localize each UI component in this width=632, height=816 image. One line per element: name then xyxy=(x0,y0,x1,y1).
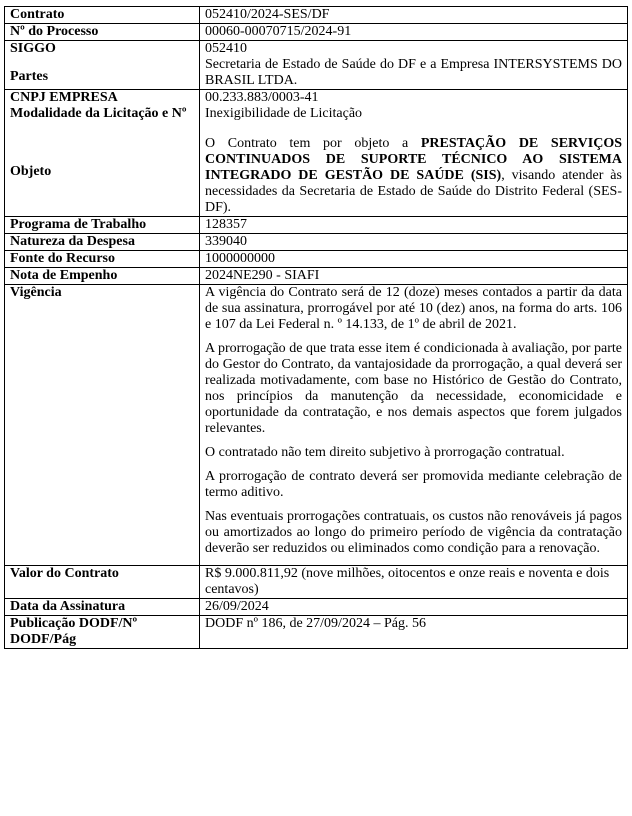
row-valor xyxy=(5,566,628,599)
value-publicacao: DODF nº 186, de 27/09/2024 – Pág. 56 xyxy=(200,616,628,649)
vigencia-paragraph: A vigência do Contrato será de 12 (doze) meses contados a partir da data de sua assinatura, prorrogável por até 10 (dez) anos, na forma do arts. 106 e 107 da Lei Federal n. º 14.133, de 1º de abril de 2021. xyxy=(205,285,622,332)
vigencia-paragraph: A prorrogação de que trata esse item é condicionada à avaliação, por parte do Gestor do Contrato, da vantajosidade da prorrogação, a qual deverá ser realizada motivadamente, com base no Histórico de Gestão do Contrato, nos princípios da manutenção da necessidade, economicidade e oportunidade da contratação, e nos demais aspectos que forem julgados relevantes. xyxy=(205,341,622,436)
label-contrato: Contrato xyxy=(5,7,200,24)
row-fonte xyxy=(5,251,628,268)
objeto-text-after: , visando atender às necessidades da Secretaria de Estado de Saúde do Distrito Federal (SES-DF). xyxy=(205,168,622,215)
value-partes: Secretaria de Estado de Saúde do DF e a Empresa INTERSYSTEMS DO BRASIL LTDA. xyxy=(205,57,622,88)
label-valor: Valor do Contrato xyxy=(5,566,200,599)
row-empenho xyxy=(5,268,628,285)
value-natureza: 339040 xyxy=(200,234,628,251)
vigencia-paragraph: A prorrogação de contrato deverá ser promovida mediante celebração de termo aditivo. xyxy=(205,469,622,500)
value-vigencia xyxy=(200,285,628,566)
label-partes: Partes xyxy=(10,69,49,84)
label-cnpj-modalidade-objeto xyxy=(5,90,200,217)
row-siggo-partes xyxy=(5,41,628,90)
row-processo xyxy=(5,24,628,41)
objeto-text-before: O Contrato tem por objeto a xyxy=(205,136,421,151)
value-modalidade: Inexigibilidade de Licitação xyxy=(205,106,363,121)
label-empenho: Nota de Empenho xyxy=(5,268,200,285)
objeto-text-bold: PRESTAÇÃO DE SERVIÇOS CONTINUADOS DE SUPORTE TÉCNICO AO SISTEMA INTEGRADO DE GESTÃO DE SAÚDE (SIS) xyxy=(205,136,622,183)
row-cnpj-modalidade-objeto xyxy=(5,90,628,217)
label-vigencia: Vigência xyxy=(5,285,200,566)
label-programa: Programa de Trabalho xyxy=(5,217,200,234)
value-assinatura: 26/09/2024 xyxy=(200,599,628,616)
row-vigencia xyxy=(5,285,628,566)
value-programa: 128357 xyxy=(200,217,628,234)
label-cnpj: CNPJ EMPRESA xyxy=(10,90,118,105)
value-objeto xyxy=(205,136,622,216)
value-valor: R$ 9.000.811,92 (nove milhões, oitocentos e onze reais e noventa e dois centavos) xyxy=(200,566,628,599)
row-natureza xyxy=(5,234,628,251)
value-contrato: 052410/2024-SES/DF xyxy=(200,7,628,24)
label-fonte: Fonte do Recurso xyxy=(5,251,200,268)
value-fonte: 1000000000 xyxy=(200,251,628,268)
label-objeto: Objeto xyxy=(10,164,52,179)
row-publicacao xyxy=(5,616,628,649)
label-assinatura: Data da Assinatura xyxy=(5,599,200,616)
label-processo: Nº do Processo xyxy=(5,24,200,41)
label-modalidade: Modalidade da Licitação e Nº xyxy=(10,106,187,121)
label-publicacao: Publicação DODF/Nº DODF/Pág xyxy=(5,616,200,649)
row-assinatura xyxy=(5,599,628,616)
row-contrato xyxy=(5,7,628,24)
row-programa xyxy=(5,217,628,234)
contract-summary-table xyxy=(4,6,628,649)
value-processo: 00060-00070715/2024-91 xyxy=(200,24,628,41)
value-siggo: 052410 xyxy=(205,41,247,56)
label-natureza: Natureza da Despesa xyxy=(5,234,200,251)
label-siggo: SIGGO xyxy=(10,41,56,56)
vigencia-paragraph: Nas eventuais prorrogações contratuais, os custos não renováveis já pagos ou amortizados ao longo do primeiro período de vigência da contratação deverão ser reduzidos ou eliminados como condição para a renovação. xyxy=(205,509,622,556)
value-siggo-partes xyxy=(200,41,628,90)
value-cnpj: 00.233.883/0003-41 xyxy=(205,90,319,105)
label-siggo-partes xyxy=(5,41,200,90)
vigencia-paragraph: O contratado não tem direito subjetivo à prorrogação contratual. xyxy=(205,445,565,460)
value-cnpj-modalidade-objeto xyxy=(200,90,628,217)
value-empenho: 2024NE290 - SIAFI xyxy=(200,268,628,285)
